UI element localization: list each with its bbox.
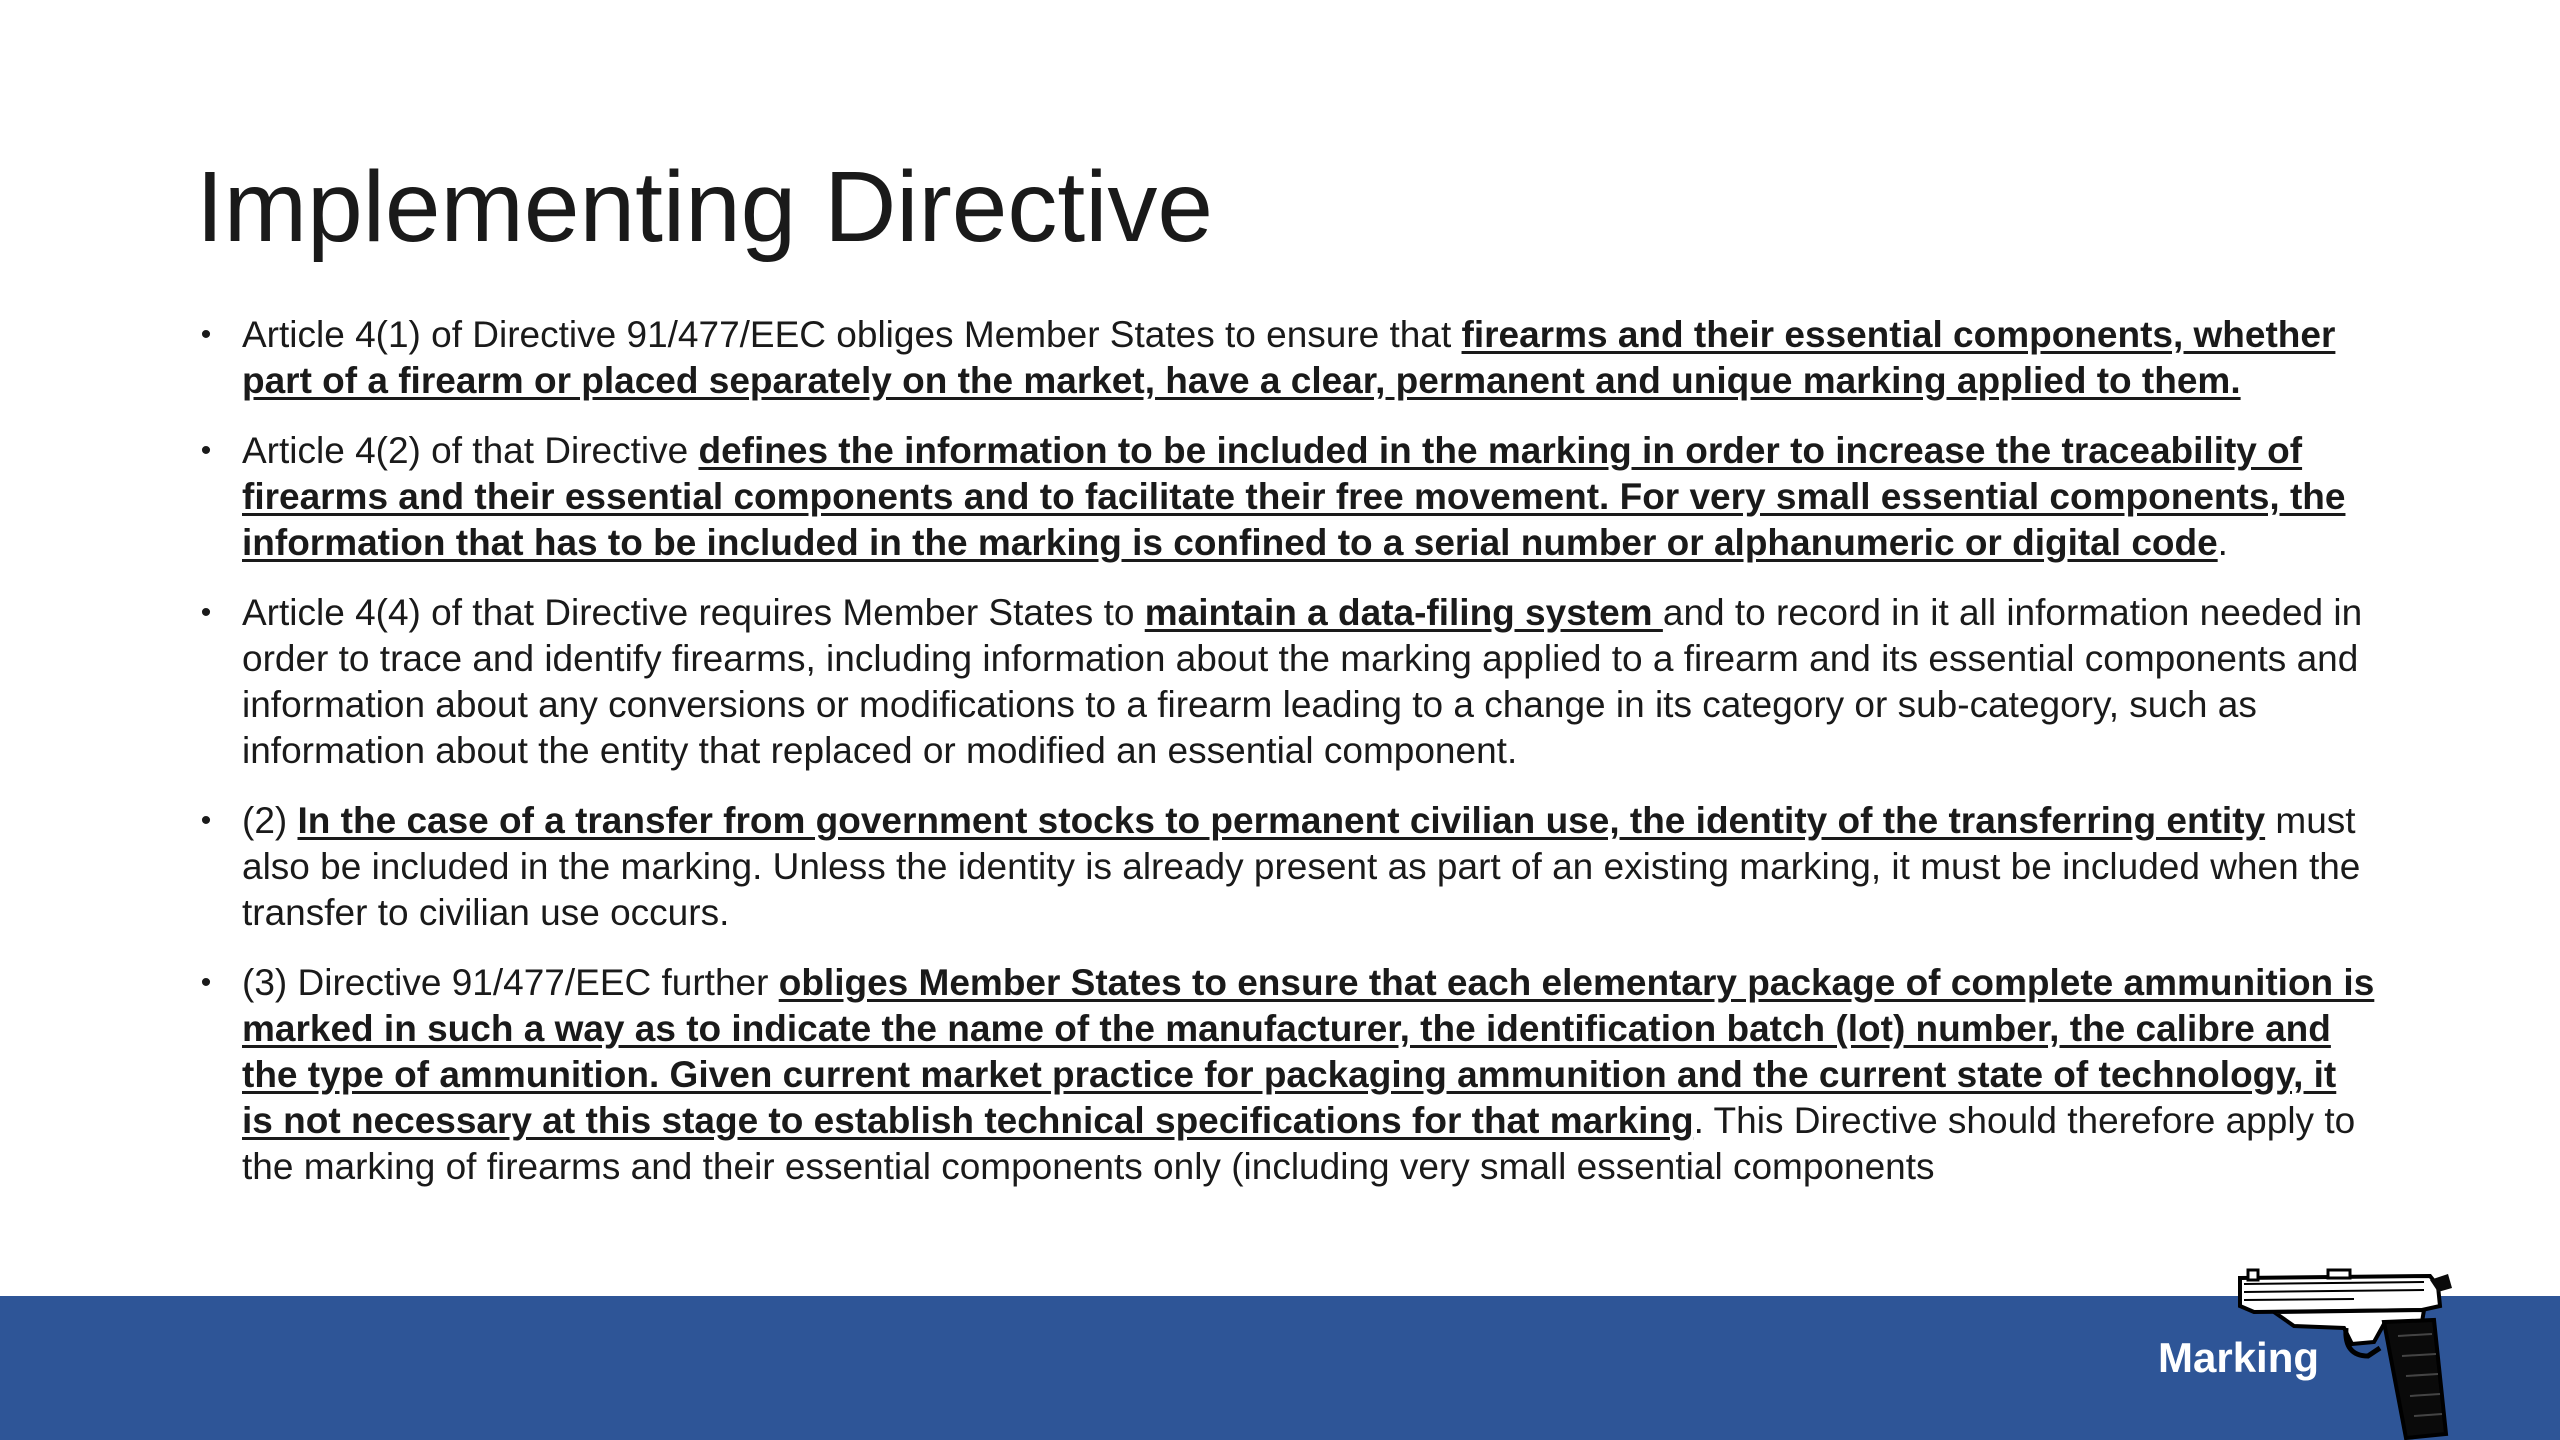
bullet-emphasis: defines the information to be included in the marking in order to increase the traceability of firearms and their essential components and to facilitate their free movement. For very small essential components, the information that has to be included in the marking is confined to a serial number or alphanumeric or digital code xyxy=(242,430,2346,563)
bullet-text: (2) xyxy=(242,800,298,841)
bullet-item xyxy=(196,428,2376,566)
bullet-marker: • xyxy=(200,966,212,999)
bullet-emphasis: firearms and their essential components, whether part of a firearm or placed separately on the market, have a clear, permanent and unique marking applied to them. xyxy=(242,314,2336,401)
bullet-marker: • xyxy=(200,804,212,837)
bullet-text: must also be included in the marking. Unless the identity is already present as part of an existing marking, it must be included when the transfer to civilian use occurs. xyxy=(242,800,2361,933)
bullet-text: and to record in it all information needed in order to trace and identify firearms, including information about the marking applied to a firearm and its essential components and information about any conversions or modifications to a firearm leading to a change in its category or sub-category, such as information about the entity that replaced or modified an essential component. xyxy=(242,592,2363,771)
bullet-text: . This Directive should therefore apply to the marking of firearms and their essential components only (including very small essential components xyxy=(242,1100,2356,1187)
pistol-icon xyxy=(2234,1266,2464,1440)
bullet-item xyxy=(196,960,2376,1190)
bullet-text: Article 4(4) of that Directive requires Member States to xyxy=(242,592,1145,633)
bullet-marker: • xyxy=(200,596,212,629)
footer-label: Marking xyxy=(2158,1334,2320,1381)
bullet-text: Article 4(2) of that Directive xyxy=(242,430,699,471)
slide-title: Implementing Directive xyxy=(196,151,1214,263)
bullet-text: Article 4(1) of Directive 91/477/EEC obliges Member States to ensure that xyxy=(242,314,1462,355)
bullet-marker: • xyxy=(200,318,212,351)
bullet-marker: • xyxy=(200,434,212,467)
bullet-item xyxy=(196,798,2376,936)
bullet-item xyxy=(196,312,2376,404)
bullet-item xyxy=(196,590,2376,774)
bullet-emphasis: In the case of a transfer from government stocks to permanent civilian use, the identity of the transferring entity xyxy=(297,800,2266,841)
bullet-emphasis: obliges Member States to ensure that each elementary package of complete ammunition is marked in such a way as to indicate the name of the manufacturer, the identification batch (lot) number, the calibre and the type of ammunition. Given current market practice for packaging ammunition and the current state of technology, it is not necessary at this stage to establish technical specifications for that marking xyxy=(242,962,2375,1141)
bullet-emphasis: maintain a data-filing system xyxy=(1144,592,1663,633)
bullet-text: . xyxy=(2217,522,2228,563)
bullet-text: (3) Directive 91/477/EEC further xyxy=(242,962,779,1003)
bullet-list xyxy=(196,312,2376,1214)
